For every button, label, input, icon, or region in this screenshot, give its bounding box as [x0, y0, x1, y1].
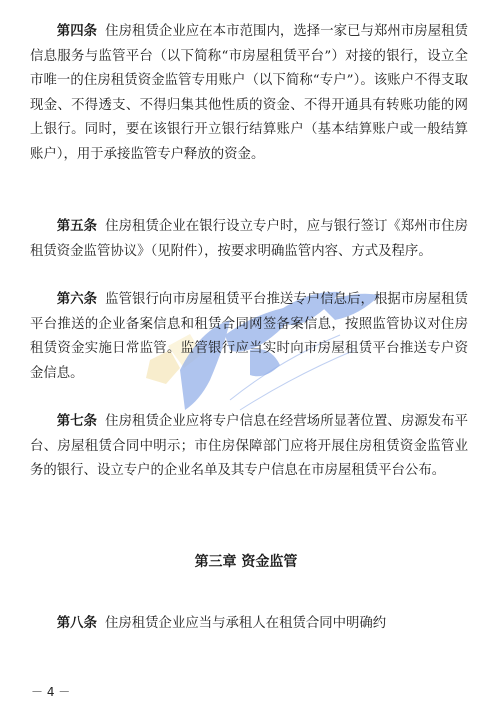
article-7-label: 第七条 [56, 414, 98, 429]
article-6-paragraph [30, 288, 468, 386]
article-8-label: 第八条 [56, 616, 97, 631]
article-8-text: 住房租赁企业应当与承租人在租赁合同中明确约 [105, 616, 387, 631]
article-4-label: 第四条 [56, 24, 98, 39]
article-6-text: 监管银行向市房屋租赁平台推送专户信息后，根据市房屋租赁平台推送的企业备案信息和租赁合同网签备案信息，按照监管协议对住房租赁资金实施日常监管。监管银行应当实时向市房屋租赁平台推送专户资金信息。 [30, 292, 469, 381]
article-6-label: 第六条 [56, 292, 98, 307]
article-7-paragraph [30, 410, 468, 484]
article-5-paragraph [30, 215, 468, 264]
article-4-text: 住房租赁企业应在本市范围内，选择一家已与郑州市房屋租赁信息服务与监管平台（以下简称“市房屋租赁平台”）对接的银行，设立全市唯一的住房租赁资金监管专用账户（以下简称“专户”）。该账户不得支取现金、不得透支、不得归集其他性质的资金、不得开通具有转账功能的网上银行。同时，要在该银行开立银行结算账户（基本结算账户或一般结算账户），用于承接监管专户释放的资金。 [30, 24, 469, 162]
article-5-text: 住房租赁企业在银行设立专户时，应与银行签订《郑州市住房租赁资金监管协议》（见附件），按要求明确监管内容、方式及程序。 [30, 219, 469, 259]
chapter-3-heading: 第三章 资金监管 [194, 554, 298, 570]
article-5-label: 第五条 [56, 219, 98, 234]
article-8-paragraph [30, 612, 468, 637]
article-4-paragraph [30, 20, 468, 167]
page-number: － 4 － [31, 685, 71, 699]
article-7-text: 住房租赁企业应将专户信息在经营场所显著位置、房源发布平台、房屋租赁合同中明示；市住房保障部门应将开展住房租赁资金监管业务的银行、设立专户的企业名单及其专户信息在市房屋租赁平台公布。 [30, 414, 469, 478]
